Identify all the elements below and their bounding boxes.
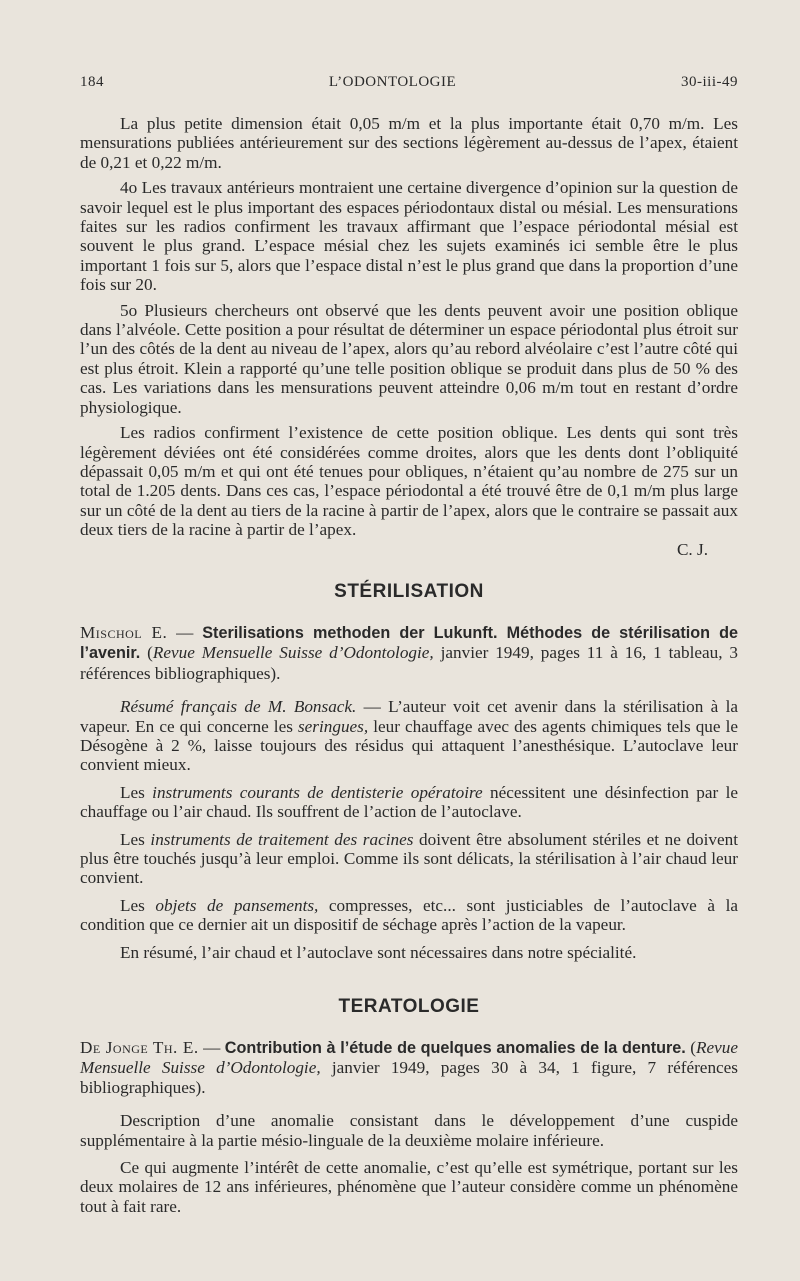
section-heading-teratologie: TERATOLOGIE	[338, 996, 480, 1018]
text-run: Les	[120, 829, 151, 849]
text-run: leur chauffage avec des agents chimiques tels que le Désogène à 2 %, laisse toujours des résidus qui attaquent l’anesthésique. L’autoclave leur convient mieux.	[80, 716, 738, 775]
running-header	[80, 74, 738, 91]
reference-author: Mischol E.	[80, 622, 168, 642]
emphasis-run: instruments courants de dentisterie opératoire	[152, 782, 483, 802]
intro-paragraph-2: 4o Les travaux antérieurs montraient une certaine divergence d’opinion sur la question de savoir lequel est le plus important des espaces périodontaux distal ou mésial. Les mensurations faites sur les radios confirment les travaux affirmant que l’espace périodontal mésial est souvent le plus grand. L’espace mésial chez les sujets examinés ici semble être le plus important 1 fois sur 5, alors que l’espace distal n’est le plus grand que dans la proportion d’une fois sur 20.	[80, 178, 738, 295]
text-run: Les	[120, 782, 153, 802]
emphasis-run: seringues,	[297, 716, 369, 736]
emphasis-run: instruments de traitement des racines	[150, 829, 414, 849]
reference-author: De Jonge Th. E.	[80, 1038, 199, 1058]
text-run: doivent être absolument stériles et ne doivent plus être touchés jusqu’à leur emploi. Comme ils sont délicats, la stérilisation à l’air chaud leur convient.	[80, 829, 738, 888]
signature: C. J.	[676, 539, 708, 559]
article-body	[80, 114, 738, 1216]
page-number: 184	[80, 74, 104, 90]
reference-sterilisation	[80, 623, 738, 683]
sterilisation-paragraph-4	[80, 896, 738, 935]
reference-dash: —	[198, 1038, 225, 1058]
sterilisation-paragraph-5: En résumé, l’air chaud et l’autoclave sont nécessaires dans notre spécialité.	[120, 942, 637, 962]
sterilisation-paragraph-3	[80, 830, 738, 888]
sterilisation-paragraph-1	[80, 697, 738, 775]
intro-paragraph-1: La plus petite dimension était 0,05 m/m et la plus importante était 0,70 m/m. Les mensurations publiées antérieurement sur des sections légèrement au-dessus de l’apex, étaient de 0,21 et 0,22 m/m.	[80, 114, 738, 172]
text-run: nécessitent une désinfection par le chauffage ou l’air chaud. Ils souffrent de l’action de l’autoclave.	[80, 782, 738, 822]
intro-paragraph-3: 5o Plusieurs chercheurs ont observé que les dents peuvent avoir une position oblique dans l’alvéole. Cette position a pour résultat de déterminer un espace périodontal plus étroit sur l’un des côtés de la dent au niveau de l’apex, alors qu’au rebord alvéolaire c’est l’autre côté qui est plus étroit. Klein a rapporté qu’une telle position oblique se produit dans plus de 50 % des cas. Les variations dans les mensurations peuvent atteindre 0,06 m/m tout en restant d’ordre physiologique.	[80, 300, 738, 417]
teratologie-paragraph-2: Ce qui augmente l’intérêt de cette anomalie, c’est qu’elle est symétrique, portant sur les deux molaires de 12 ans inférieures, phénomène que l’auteur considère comme un phénomène tout à fait rare.	[80, 1158, 738, 1216]
sterilisation-paragraph-2	[80, 783, 738, 822]
reference-dash: —	[167, 622, 203, 642]
reference-details: janvier 1949, pages 11 à 16, 1 tableau, 3 références bibliographiques).	[80, 643, 739, 683]
reference-details: janvier 1949, pages 30 à 34, 1 figure, 7 références bibliographiques).	[80, 1058, 738, 1097]
teratologie-paragraph-1: Description d’une anomalie consistant dans le développement d’une cuspide supplémentaire à la partie mésio-linguale de la deuxième molaire inférieure.	[80, 1111, 738, 1150]
reference-title: Sterilisations methoden der Lukunft. Méthodes de stérilisation de l’avenir.	[80, 623, 739, 663]
reference-paren: (	[140, 643, 153, 663]
summary-attribution: Résumé français de M. Bonsack.	[120, 697, 357, 717]
text-run: compresses, etc... sont justiciables de l’autoclave à la condition que ce dernier ait un dispositif de séchage après l’action de la vapeur.	[80, 895, 738, 935]
intro-paragraph-4: Les radios confirment l’existence de cette position oblique. Les dents qui sont très légèrement déviées ont été considérées comme droites, alors que les dents dont l’obliquité dépassait 0,05 m/m et qui ont été tenues pour obliques, n’étaient qu’au nombre de 275 sur un total de 1.205 dents. Dans ces cas, l’espace périodontal a été trouvé être de 0,1 m/m plus large sur un côté de la dent au tiers de la racine à partir de l’apex, alors que le contraire se passait aux deux tiers de la racine à partir de l’apex.	[80, 423, 738, 540]
text-run: Les	[120, 895, 156, 915]
emphasis-run: objets de pansements,	[155, 895, 319, 915]
reference-journal: Revue Mensuelle Suisse d’Odontologie,	[80, 1038, 738, 1078]
reference-teratologie	[80, 1038, 738, 1097]
reference-title: Contribution à l’étude de quelques anomalies de la denture.	[224, 1039, 686, 1058]
journal-title: L’ODONTOLOGIE	[328, 74, 457, 90]
section-heading-sterilisation: STÉRILISATION	[334, 580, 484, 602]
issue-date: 30-iii-49	[680, 74, 738, 90]
text-run: — L’auteur voit cet avenir dans la stérilisation à la vapeur. En ce qui concerne les	[80, 697, 738, 736]
reference-paren: (	[685, 1038, 697, 1058]
reference-journal: Revue Mensuelle Suisse d’Odontologie,	[152, 643, 434, 663]
